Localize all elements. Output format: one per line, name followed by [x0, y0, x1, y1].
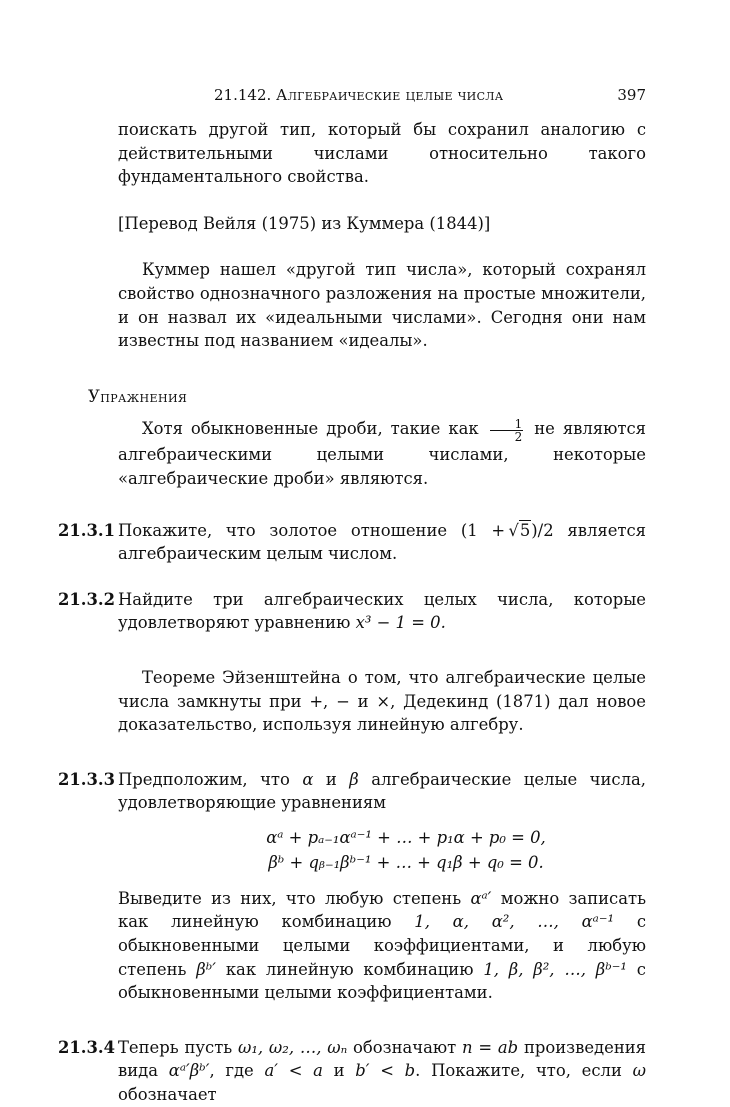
display-equations	[166, 825, 646, 875]
exercise-text	[118, 588, 646, 635]
exercise-text	[118, 768, 646, 815]
intro-after-frac: не являются алгебраическими целыми числами, некоторые «алгебраические дроби» являются.	[118, 419, 646, 488]
fraction-denominator: 2	[514, 430, 523, 445]
exercise-21-3-1	[58, 519, 646, 566]
exercise-number: 21.3.2	[58, 589, 116, 609]
running-header	[118, 86, 646, 106]
ex3-text-a: Предположим, что	[118, 769, 290, 789]
exercise-number: 21.3.4	[58, 1037, 116, 1057]
ex1-after: является алгебраическим целым числом.	[118, 520, 646, 564]
sqrt-radicand: 5	[519, 520, 531, 540]
cubic-equation: x³ − 1 = 0.	[355, 613, 446, 633]
fraction-numerator: 1	[490, 418, 524, 431]
formula-open: (1 +	[460, 520, 506, 540]
page-number: 397	[617, 86, 646, 104]
equation-beta: βᵇ + qᵦ₋₁βᵇ⁻¹ + … + q₁β + q₀ = 0.	[268, 852, 544, 872]
intro-before-frac: Хотя обыкновенные дроби, такие как	[142, 419, 479, 439]
quote-citation: [Перевод Вейля (1975) из Куммера (1844)]	[118, 213, 491, 233]
header-section-number: 21.142.	[214, 86, 272, 104]
ex4-text-f: . Покажите, что, если	[415, 1061, 622, 1081]
ex4-text-a: Теперь пусть	[118, 1037, 233, 1057]
omega-symbol: ω	[632, 1061, 646, 1081]
ex4-text-e: и	[333, 1061, 345, 1081]
n-equals-ab: n = ab	[462, 1037, 519, 1057]
ex4-text-d: , где	[209, 1061, 254, 1081]
exercises-intro	[118, 417, 646, 490]
ex2-before: Найдите три алгебраических целых числа, которые удовлетворяют уравнению	[118, 589, 646, 633]
exercise-21-3-2	[58, 588, 646, 635]
ex4-text-b: обозначают	[353, 1037, 457, 1057]
exercise-21-3-4	[58, 1036, 647, 1107]
formula-close: )/2	[531, 520, 554, 540]
fraction-one-half	[490, 418, 524, 443]
header-section-title: Алгебраические целые числа	[276, 86, 504, 104]
ex3-cont-b: можно записать как линейную комбинацию	[118, 888, 646, 932]
alpha-basis: 1, α, α², …, αᵃ⁻¹	[414, 912, 615, 932]
exercises-heading: Упражнения	[88, 386, 188, 406]
exercise-text	[118, 1036, 646, 1107]
header-title	[214, 86, 503, 104]
ex4-text-c: произведения вида	[118, 1037, 647, 1081]
golden-ratio-formula: (1 + √5)/2	[460, 520, 554, 540]
beta-symbol: β	[349, 769, 359, 789]
kummer-paragraph: Куммер нашел «другой тип числа», который сохранял свойство однозначного разложения на простые множители, и он назвал их «идеальными числами». Сегодня они нам известны под названием «идеалы».	[118, 260, 646, 351]
ex3-cont-a: Выведите из них, что любую степень	[118, 888, 462, 908]
beta-power: βᵇ′	[196, 959, 216, 979]
beta-basis: 1, β, β², …, βᵇ⁻¹	[483, 959, 627, 979]
ex3-cont-e: с обыкновенными целыми коэффициентами.	[118, 959, 646, 1003]
exercise-number: 21.3.3	[58, 769, 116, 789]
ex3-text-c: алгебраические целые числа, удовлетворяющие уравнениям	[118, 769, 646, 813]
alpha-symbol: α	[302, 769, 314, 789]
a-prime-less-a: a′ < a	[264, 1061, 323, 1081]
ex3-cont-d: как линейную комбинацию	[225, 959, 474, 979]
b-prime-less-b: b′ < b	[355, 1061, 416, 1081]
product-form: αᵃ′βᵇ′	[168, 1061, 210, 1081]
eisenstein-paragraph: Теореме Эйзенштейна о том, что алгебраические целые числа замкнуты при +, − и ×, Дедекинд (1871) дал новое доказательство, используя линейную алгебру.	[118, 667, 646, 735]
exercise-number: 21.3.1	[58, 520, 116, 540]
equation-alpha: αᵃ + pₐ₋₁αᵃ⁻¹ + … + p₁α + p₀ = 0,	[266, 827, 546, 847]
ex4-text-g: обозначает	[118, 1085, 217, 1105]
ex3-text-b: и	[325, 769, 337, 789]
ex3-cont-c: с обыкновенными целыми коэффициентами, и любую степень	[118, 912, 646, 979]
exercise-21-3-3	[58, 768, 646, 1005]
exercise-continuation	[118, 887, 646, 1005]
alpha-power: αᵃ′	[470, 888, 492, 908]
exercise-text	[118, 519, 646, 566]
omega-list: ω₁, ω₂, …, ωₙ	[238, 1037, 348, 1057]
quote-text: поискать другой тип, который бы сохранил аналогию с действительными числами относительно такого фундаментального свойства.	[118, 120, 646, 187]
ex1-before: Покажите, что золотое отношение	[118, 520, 448, 540]
page-body	[58, 118, 647, 1107]
